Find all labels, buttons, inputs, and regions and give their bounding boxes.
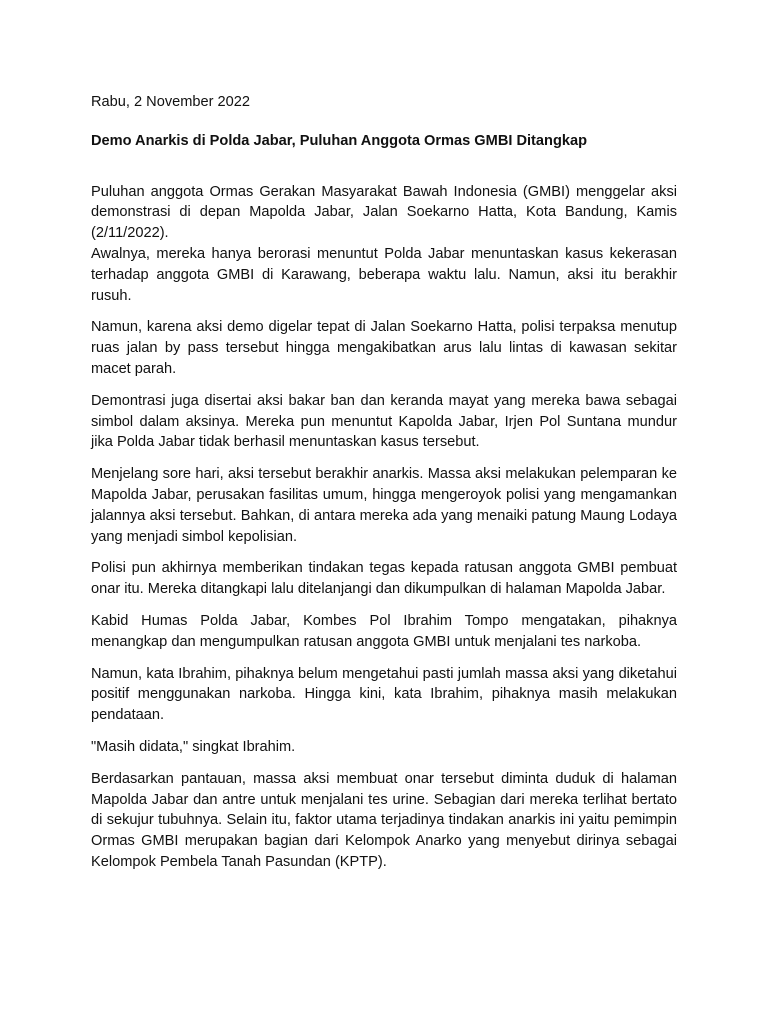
paragraph-5: Menjelang sore hari, aksi tersebut berakhir anarkis. Massa aksi melakukan pelemparan ke Mapolda Jabar, perusakan fasilitas umum, hingga mengeroyok polisi yang mengamankan jalannya aksi tersebut. Bahkan, di antara mereka ada yang menaiki patung Maung Lodaya yang menjadi simbol kepolisian. <box>91 466 677 545</box>
article-date: Rabu, 2 November 2022 <box>91 94 251 110</box>
paragraph-6: Polisi pun akhirnya memberikan tindakan tegas kepada ratusan anggota GMBI pembuat onar itu. Mereka ditangkapi lalu ditelanjangi dan dikumpulkan di halaman Mapolda Jabar. <box>91 560 677 598</box>
paragraph-10: Berdasarkan pantauan, massa aksi membuat onar tersebut diminta duduk di halaman Mapolda Jabar dan antre untuk menjalani tes urine. Sebagian dari mereka terlihat bertato di sekujur tubuhnya. Selain itu, faktor utama terjadinya tindakan anarkis ini yaitu pemimpin Ormas GMBI merupakan bagian dari Kelompok Anarko yang menyebut dirinya sebagai Kelompok Pembela Tanah Pasundan (KPTP). <box>91 770 677 870</box>
paragraph-8: Namun, kata Ibrahim, pihaknya belum mengetahui pasti jumlah massa aksi yang diketahui positif menggunakan narkoba. Hingga kini, kata Ibrahim, pihaknya masih melakukan pendataan. <box>91 665 677 724</box>
paragraph-1: Puluhan anggota Ormas Gerakan Masyarakat Bawah Indonesia (GMBI) menggelar aksi demonstrasi di depan Mapolda Jabar, Jalan Soekarno Hatta, Kota Bandung, Kamis (2/11/2022). <box>91 183 677 242</box>
paragraph-9: "Masih didata," singkat Ibrahim. <box>91 738 296 755</box>
paragraph-7: Kabid Humas Polda Jabar, Kombes Pol Ibrahim Tompo mengatakan, pihaknya menangkap dan mengumpulkan ratusan anggota GMBI untuk menjalani tes narkoba. <box>91 612 677 650</box>
article-headline: Demo Anarkis di Polda Jabar, Puluhan Anggota Ormas GMBI Ditangkap <box>91 132 588 149</box>
paragraph-3: Namun, karena aksi demo digelar tepat di Jalan Soekarno Hatta, polisi terpaksa menutup ruas jalan by pass tersebut hingga mengakibatkan arus lalu lintas di kawasan sekitar macet parah. <box>91 319 677 377</box>
paragraph-2: Awalnya, mereka hanya berorasi menuntut Polda Jabar menuntaskan kasus kekerasan terhadap anggota GMBI di Karawang, beberapa waktu lalu. Namun, aksi itu berakhir rusuh. <box>91 245 677 304</box>
paragraph-4: Demontrasi juga disertai aksi bakar ban dan keranda mayat yang mereka bawa sebagai simbol dalam aksinya. Mereka pun menuntut Kapolda Jabar, Irjen Pol Suntana mundur jika Polda Jabar tidak berhasil menuntaskan kasus tersebut. <box>91 392 677 451</box>
